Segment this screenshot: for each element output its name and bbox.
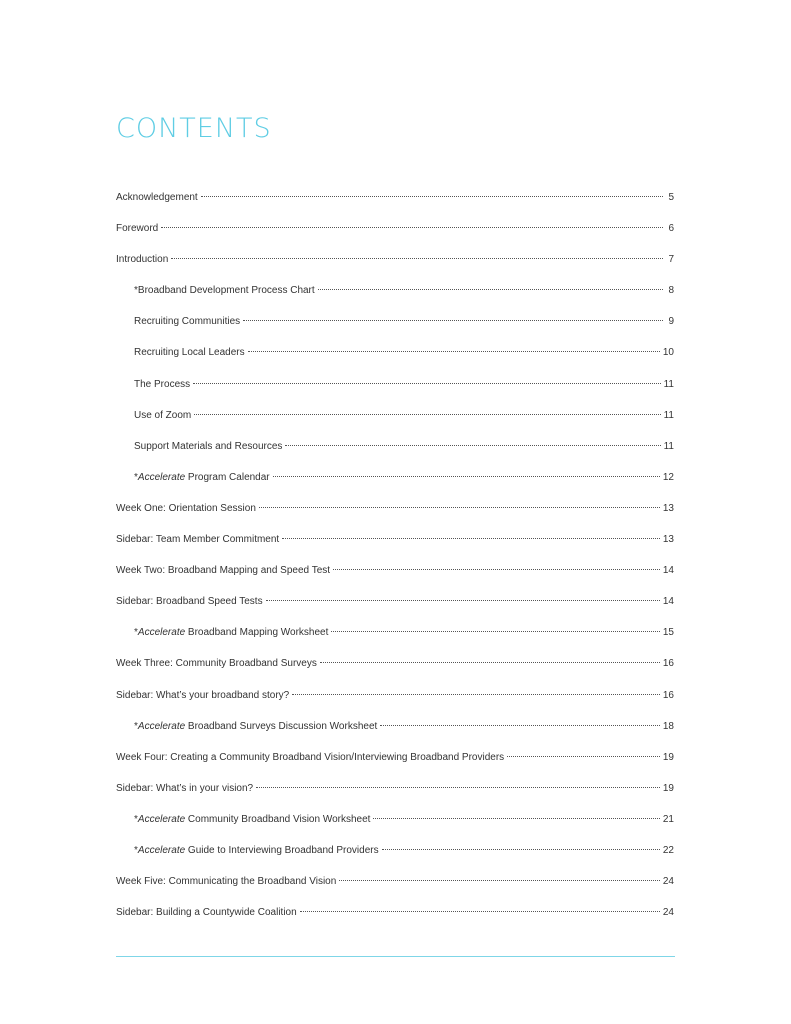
toc-entry[interactable]: [116, 343, 674, 374]
toc-dot-leader: [292, 694, 660, 695]
toc-entry-text: Guide to Interviewing Broadband Providers: [185, 844, 379, 856]
toc-entry-title: [116, 530, 279, 550]
toc-entry-text: Support Materials and Resources: [134, 440, 283, 452]
toc-entry-text: Broadband Development Process Chart: [137, 285, 315, 297]
toc-dot-leader: [507, 756, 660, 757]
toc-page-number: 12: [662, 471, 674, 483]
toc-entry-text: Sidebar: What’s your broadband story?: [116, 689, 290, 701]
toc-page-number: 16: [662, 689, 674, 701]
toc-dot-leader: [320, 662, 660, 663]
toc-entry[interactable]: [116, 810, 674, 841]
toc-dot-leader: [373, 818, 659, 819]
toc-entry[interactable]: [116, 561, 674, 592]
toc-entry[interactable]: [116, 654, 674, 685]
toc-page-number: 6: [668, 223, 674, 235]
toc-page-number: 7: [668, 254, 674, 266]
toc-dot-leader: [243, 320, 663, 321]
toc-entry-marker: *: [134, 285, 138, 297]
toc-entry[interactable]: [116, 499, 674, 530]
toc-entry-emphasis: Accelerate: [137, 844, 186, 856]
toc-entry-title: [134, 343, 245, 363]
toc-entry[interactable]: [116, 406, 674, 437]
toc-entry-text: Introduction: [116, 254, 169, 266]
toc-dot-leader: [161, 227, 663, 228]
toc-page-number: 19: [662, 782, 674, 794]
toc-entry[interactable]: [116, 686, 674, 717]
toc-entry-marker: *: [134, 627, 138, 639]
toc-entry-text: Broadband Surveys Discussion Worksheet: [185, 720, 378, 732]
toc-page-number: 16: [662, 658, 674, 670]
toc-entry-marker: *: [134, 471, 138, 483]
toc-entry[interactable]: [116, 375, 674, 406]
toc-dot-leader: [266, 600, 660, 601]
toc-entry[interactable]: [116, 530, 674, 561]
toc-entry-text: Sidebar: What’s in your vision?: [116, 782, 254, 794]
toc-entry-marker: *: [134, 844, 138, 856]
toc-dot-leader: [331, 631, 659, 632]
toc-entry[interactable]: [116, 281, 674, 312]
toc-dot-leader: [382, 849, 660, 850]
toc-entry-text: Week Two: Broadband Mapping and Speed Test: [116, 565, 331, 577]
toc-page-number: 24: [662, 907, 674, 919]
toc-page-number: 21: [662, 813, 674, 825]
toc-entry[interactable]: [116, 468, 674, 499]
toc-entry-title: [134, 810, 370, 830]
toc-dot-leader: [201, 196, 663, 197]
toc-entry[interactable]: [116, 841, 674, 872]
toc-entry[interactable]: [116, 872, 674, 903]
toc-entry-title: [116, 499, 256, 519]
toc-page-number: 10: [662, 347, 674, 359]
toc-entry-title: [134, 717, 377, 737]
toc-entry-title: [116, 592, 263, 612]
toc-entry-text: Week Four: Creating a Community Broadband Vision/Interviewing Broadband Providers: [116, 751, 505, 763]
toc-entry-text: Recruiting Communities: [134, 316, 241, 328]
toc-entry-title: [116, 872, 336, 892]
toc-entry-text: Recruiting Local Leaders: [134, 347, 245, 359]
toc-entry-title: [134, 841, 379, 861]
toc-entry-text: Program Calendar: [185, 471, 270, 483]
toc-entry-title: [116, 561, 330, 581]
toc-entry-title: [116, 748, 504, 768]
toc-entry-text: Community Broadband Vision Worksheet: [185, 813, 371, 825]
page-title: CONTENTS: [116, 113, 272, 144]
toc-page-number: 5: [668, 192, 674, 203]
toc-dot-leader: [171, 258, 663, 259]
toc-dot-leader: [259, 507, 660, 508]
toc-dot-leader: [248, 351, 660, 352]
toc-page-number: 18: [662, 720, 674, 732]
toc-dot-leader: [339, 880, 660, 881]
toc-entry-text: Week Three: Community Broadband Surveys: [116, 658, 317, 670]
toc-entry-emphasis: Accelerate: [137, 813, 186, 825]
toc-dot-leader: [380, 725, 660, 726]
toc-dot-leader: [282, 538, 660, 539]
toc-page-number: 14: [662, 596, 674, 608]
toc-dot-leader: [300, 911, 660, 912]
toc-entry-title: [116, 219, 158, 239]
toc-dot-leader: [333, 569, 660, 570]
toc-page-number: 13: [662, 502, 674, 514]
toc-page-number: 11: [663, 409, 674, 421]
toc-entry[interactable]: [116, 188, 674, 219]
toc-page-number: 11: [663, 378, 674, 390]
toc-entry[interactable]: [116, 748, 674, 779]
footer-divider: [116, 956, 675, 957]
toc-page-number: 8: [668, 285, 674, 297]
toc-entry-marker: *: [134, 720, 138, 732]
toc-entry-title: [134, 375, 190, 395]
toc-entry-title: [116, 654, 317, 674]
toc-page-number: 22: [662, 844, 674, 856]
toc-entry-emphasis: Accelerate: [137, 720, 186, 732]
toc-entry-title: [134, 437, 282, 457]
toc-entry[interactable]: [116, 903, 674, 934]
toc-entry-text: Broadband Mapping Worksheet: [185, 627, 329, 639]
toc-entry-title: [134, 623, 328, 643]
toc-entry-title: [134, 281, 315, 301]
toc-entry[interactable]: [116, 592, 674, 623]
toc-entry-title: [116, 903, 297, 923]
toc-entry-text: Use of Zoom: [134, 409, 192, 421]
toc-entry[interactable]: [116, 312, 674, 343]
toc-dot-leader: [256, 787, 660, 788]
toc-entry-text: Sidebar: Broadband Speed Tests: [116, 596, 263, 608]
toc-page-number: 14: [662, 565, 674, 577]
toc-entry-text: Sidebar: Building a Countywide Coalition: [116, 907, 297, 919]
toc-entry-emphasis: Accelerate: [137, 471, 186, 483]
toc-entry-text: Acknowledgement: [116, 192, 198, 203]
toc-page-number: 19: [662, 751, 674, 763]
toc-entry-title: [116, 250, 168, 270]
toc-entry-title: [134, 468, 270, 488]
toc-page-number: 24: [662, 876, 674, 888]
toc-entry[interactable]: [116, 437, 674, 468]
toc-entry[interactable]: [116, 779, 674, 810]
toc-entry-marker: *: [134, 813, 138, 825]
toc-entry-text: Week Five: Communicating the Broadband Vision: [116, 876, 337, 888]
toc-dot-leader: [194, 414, 660, 415]
toc-entry-title: [134, 406, 191, 426]
toc-page-number: 11: [663, 440, 674, 452]
toc-dot-leader: [273, 476, 660, 477]
toc-entry-emphasis: Accelerate: [137, 627, 186, 639]
toc-entry-title: [134, 312, 240, 332]
table-of-contents: [116, 188, 674, 934]
toc-dot-leader: [285, 445, 660, 446]
toc-dot-leader: [318, 289, 663, 290]
toc-page-number: 15: [662, 627, 674, 639]
toc-page-number: 13: [662, 534, 674, 546]
toc-page-number: 9: [668, 316, 674, 328]
toc-entry-title: [116, 188, 198, 208]
toc-entry-text: The Process: [134, 378, 191, 390]
toc-entry-title: [116, 686, 289, 706]
toc-entry-text: Foreword: [116, 223, 159, 235]
toc-entry[interactable]: [116, 219, 674, 250]
toc-entry-text: Week One: Orientation Session: [116, 502, 256, 514]
toc-entry-text: Sidebar: Team Member Commitment: [116, 534, 280, 546]
toc-entry[interactable]: [116, 250, 674, 281]
toc-entry-title: [116, 779, 253, 799]
toc-dot-leader: [193, 383, 660, 384]
toc-entry[interactable]: [116, 717, 674, 748]
toc-entry[interactable]: [116, 623, 674, 654]
